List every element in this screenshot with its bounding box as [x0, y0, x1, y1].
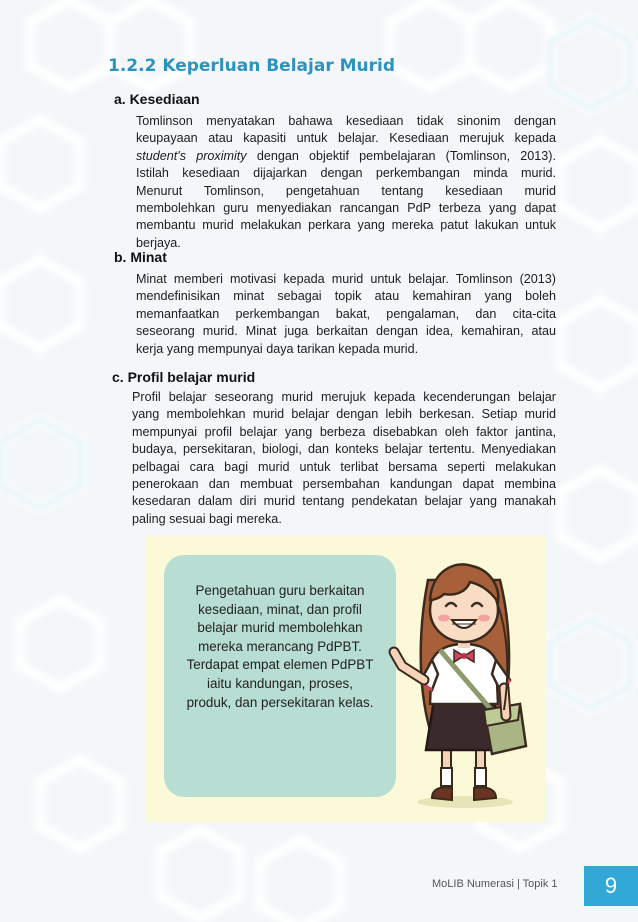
text-line: kerja yang mempunyai daya tarikan kepada murid.: [136, 341, 419, 356]
subheading-minat: b. Minat: [114, 249, 167, 265]
paragraph-profil-belajar: [132, 389, 556, 528]
text-line: membantu murid melakukan perkara yang mereka patut lakukan untuk: [136, 218, 556, 233]
text-line: Tomlinson menyatakan bahawa kesediaan tidak sinonim dengan: [136, 114, 556, 128]
text-line: mempunyai profil belajar yang berbeza disebabkan oleh faktor jantina,: [132, 424, 556, 439]
text-line: kesedaran dalam diri murid tentang pendekatan belajar yang manakah: [132, 494, 556, 509]
text-line: Profil belajar seseorang murid merujuk kepada kecenderungan belajar: [132, 390, 556, 404]
text-line: membolehkan guru menyediakan rancangan PdP terbeza yang dapat: [136, 200, 556, 215]
italic-phrase: student's proximity: [136, 148, 247, 163]
callout-line: Pengetahuan guru berkaitan: [195, 583, 365, 598]
callout-text: [170, 582, 390, 712]
subheading-profil-belajar: c. Profil belajar murid: [112, 369, 256, 385]
text-line: memanfaatkan perkembangan bakat, pengalaman, dan cita-cita: [136, 306, 556, 321]
text-line: keupayaan atau kapasiti untuk belajar. Kesediaan merujuk kepada: [136, 131, 556, 146]
page-number: 9: [584, 866, 638, 906]
text-line: budaya, persekitaran, biologi, dan konteks belajar tertentu. Menyediakan: [132, 442, 556, 457]
footer-label: MoLIB Numerasi | Topik 1: [432, 878, 558, 890]
text-line: mendefinisikan minat sebagai topik atau kemahiran yang boleh: [136, 289, 556, 304]
callout-line: produk, dan persekitaran kelas.: [186, 694, 374, 710]
text-line: pelbagai cara bagi murid untuk terlibat bersama seperti melakukan: [132, 459, 556, 474]
paragraph-minat: [136, 271, 556, 358]
paragraph-kesediaan: [136, 113, 556, 252]
text-line: Menurut Tomlinson, pengetahuan tentang kesediaan murid: [136, 183, 556, 198]
text-line-rest: dengan objektif pembelajaran (Tomlinson, 2013).: [246, 148, 556, 163]
text-line: berjaya.: [136, 235, 181, 250]
text-line: yang membolehkan murid belajar dengan lebih berkesan. Setiap murid: [132, 407, 556, 422]
callout-line: iaitu kandungan, proses,: [207, 675, 353, 691]
callout-line: mereka merancang PdPBT.: [198, 638, 362, 654]
callout-line: belajar murid membolehkan: [197, 620, 363, 636]
text-line: penerokaan dan membuat persembahan kandungan dapat membina: [132, 476, 556, 491]
subheading-kesediaan: a. Kesediaan: [114, 91, 200, 107]
text-line: paling sesuai bagi mereka.: [132, 511, 282, 526]
section-title: 1.2.2 Keperluan Belajar Murid: [108, 56, 396, 76]
text-line: Minat memberi motivasi kepada murid untuk belajar. Tomlinson (2013): [136, 272, 556, 286]
text-line-italic-phrase: [136, 148, 556, 165]
student-girl-illustration: [380, 540, 540, 810]
text-line: seseorang murid. Minat juga berkaitan dengan idea, kemahiran, atau: [136, 324, 556, 339]
callout-line: kesediaan, minat, dan profil: [198, 601, 362, 617]
text-line: Istilah kesediaan dijajarkan dengan perkembangan minda murid.: [136, 166, 556, 181]
callout-line: Terdapat empat elemen PdPBT: [186, 657, 374, 673]
